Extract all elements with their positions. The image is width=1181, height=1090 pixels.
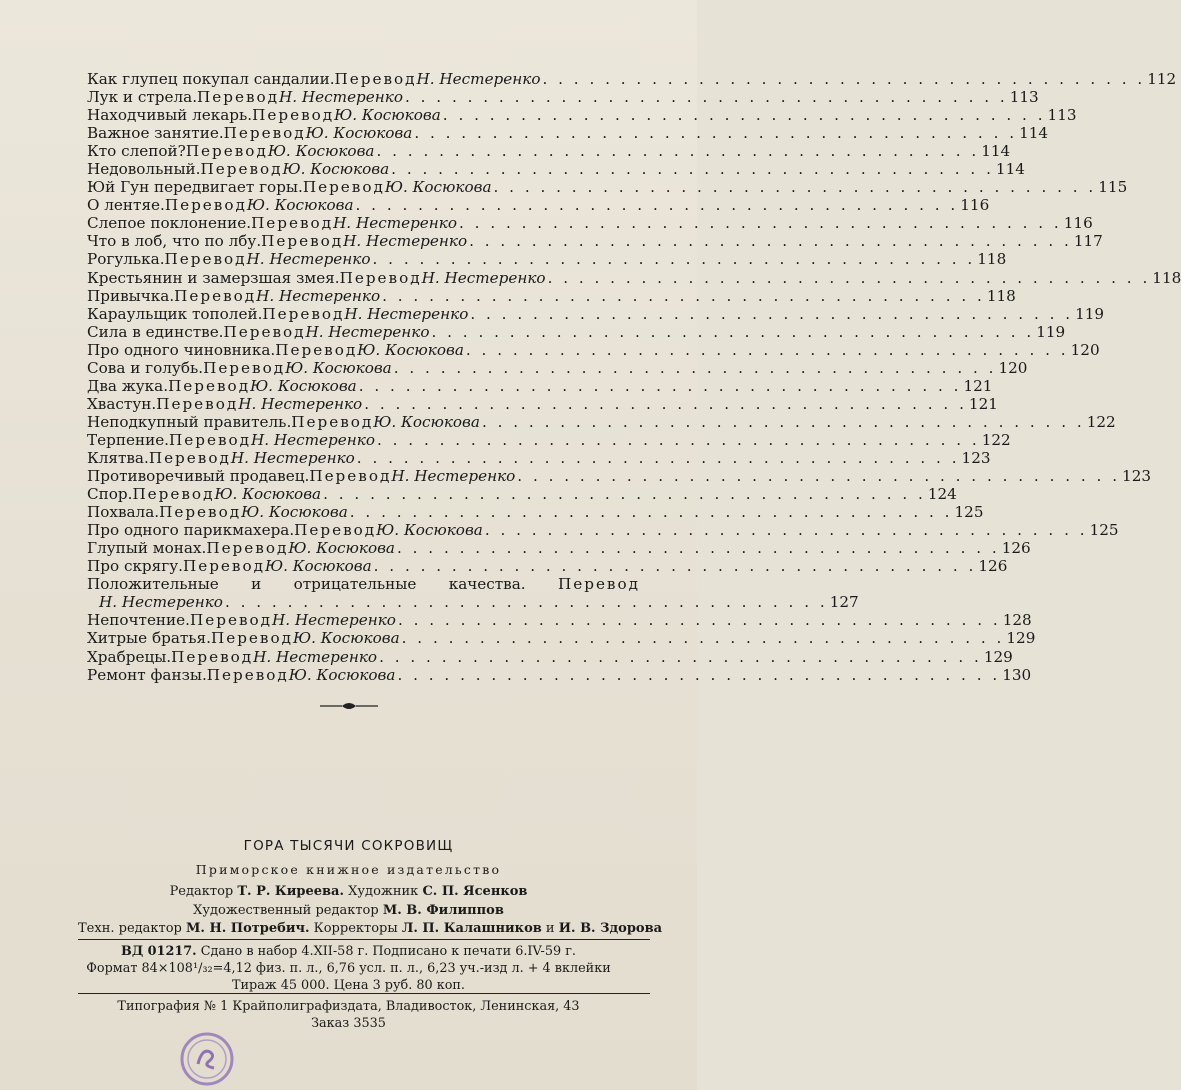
toc-entry	[87, 412, 1116, 431]
art-editor-name: М. В. Филиппов	[382, 902, 504, 918]
toc-entry-title: Про одного парикмахера.	[87, 521, 295, 540]
order-line: Заказ 3535	[311, 1016, 386, 1031]
toc-leader-dots: . . . . . . . . . . . . . . . . . . . . . . . . . . . . . . . . . . . . . . .	[542, 70, 1146, 88]
toc-leader-dots: . . . . . . . . . . . . . . . . . . . . . . . . . . . . . . . . . . . . . . .	[391, 160, 994, 179]
toc-translated-by: Перевод	[174, 286, 257, 305]
toc-entry-title: Недовольный.	[87, 160, 201, 179]
credits-row-art-editor	[0, 902, 697, 921]
toc-translated-by: Перевод	[197, 88, 280, 107]
toc-page-number: 115	[1098, 178, 1128, 197]
toc-leader-dots: . . . . . . . . . . . . . . . . . . . . . . . . . . . . . . . . . . . . . . .	[356, 448, 960, 467]
toc-entry	[87, 286, 1016, 305]
toc-entry-title: Два жука.	[87, 376, 169, 395]
toc-entry	[87, 467, 1152, 486]
toc-entry	[87, 178, 1128, 197]
toc-entry	[87, 160, 1025, 179]
toc-entry-title: Похвала.	[87, 503, 160, 522]
toc-entry-title: Неподкупный правитель.	[87, 412, 292, 431]
toc-translated-by: Перевод	[185, 142, 268, 161]
toc-translated-by: Перевод	[169, 430, 252, 449]
toc-translated-by: Перевод	[148, 448, 231, 467]
rule-divider-top	[78, 939, 650, 940]
toc-entry	[87, 214, 1093, 233]
toc-translator: Н. Нестеренко	[238, 394, 363, 413]
toc-leader-dots: . . . . . . . . . . . . . . . . . . . . . . . . . . . . . . . . . . . . . . .	[405, 88, 1008, 107]
toc-page-number: 122	[981, 430, 1011, 449]
toc-page-number: 120	[1070, 340, 1100, 359]
print-house-line: Типография № 1 Крайполиграфиздата, Владивосток, Ленинская, 43	[117, 999, 580, 1014]
toc-entry-title: Кто слепой?	[87, 142, 186, 161]
toc-translator: Н. Нестеренко	[305, 322, 430, 341]
toc-translator: Н. Нестеренко	[251, 430, 375, 449]
toc-multiline-word: Положительные	[87, 575, 219, 594]
toc-entry	[87, 70, 1177, 88]
toc-translated-by: Перевод	[156, 394, 239, 413]
toc-translated-by: Перевод	[159, 503, 242, 522]
toc-leader-dots: . . . . . . . . . . . . . . . . . . . . . . . . . . . . . . . . . . . . . . .	[224, 593, 828, 612]
toc-entry-title: Слепое поклонение.	[87, 214, 252, 233]
toc-translator: Ю. Косюкова	[285, 358, 392, 377]
book-title: ГОРА ТЫСЯЧИ СОКРОВИЩ	[243, 838, 454, 854]
toc-page-number: 123	[1122, 467, 1152, 486]
toc-entry-title: Лук и стрела.	[87, 88, 198, 107]
editor-name: Т. Р. Киреева.	[237, 884, 345, 899]
art-editor-label: Художественный редактор	[193, 902, 379, 918]
toc-entry	[87, 521, 1119, 540]
toc-leader-dots: . . . . . . . . . . . . . . . . . . . . . . . . . . . . . . . . . . . . . . .	[517, 467, 1121, 486]
proofreader-2: И. В. Здорова	[558, 921, 663, 936]
toc-translator: Н. Нестеренко	[421, 268, 546, 287]
toc-entry-multiline	[87, 575, 859, 612]
toc-translated-by: Перевод	[275, 340, 358, 359]
toc-page-number: 121	[968, 394, 998, 413]
toc-page-number: 114	[995, 160, 1025, 179]
imprint-block	[0, 943, 697, 994]
toc-entry-title: Хвастун.	[87, 394, 157, 413]
toc-translator: Н. Нестеренко	[343, 232, 468, 251]
toc-entry-title: Юй Гун передвигает горы.	[87, 178, 303, 197]
imprint-line-2: Формат 84×108¹/₃₂=4,12 физ. п. л., 6,76 усл. п. л., 6,23 уч.-изд л. + 4 вклейки	[86, 961, 611, 976]
toc-entry-title: Что в лоб, что по лбу.	[87, 232, 262, 251]
toc-entry-title: Находчивый лекарь.	[87, 106, 253, 125]
toc-leader-dots: . . . . . . . . . . . . . . . . . . . . . . . . . . . . . . . . . . . . . . .	[358, 376, 962, 395]
toc-leader-dots: . . . . . . . . . . . . . . . . . . . . . . . . . . . . . . . . . . . . . . .	[376, 430, 980, 449]
toc-translated-by: Перевод	[164, 250, 247, 269]
toc-translator: Ю. Косюкова	[384, 178, 492, 197]
toc-entry	[87, 629, 1036, 648]
toc-entry	[87, 557, 1008, 576]
toc-leader-dots: . . . . . . . . . . . . . . . . . . . . . . . . . . . . . . . . . . . . . . .	[465, 340, 1069, 359]
toc-translator: Н. Нестеренко	[272, 611, 396, 630]
toc-multiline-word: качества.	[448, 575, 526, 594]
toc-entry	[87, 611, 1032, 630]
toc-page-number: 118	[986, 286, 1016, 305]
toc-translated-by: Перевод	[302, 178, 385, 197]
imprint-code: ВД 01217.	[121, 944, 197, 959]
toc-multiline-word: Перевод	[557, 575, 640, 594]
toc-page-number: 123	[961, 448, 991, 467]
toc-translated-by: Перевод	[223, 124, 306, 143]
toc-leader-dots: . . . . . . . . . . . . . . . . . . . . . . . . . . . . . . . . . . . . . . .	[373, 557, 977, 576]
toc-leader-dots: . . . . . . . . . . . . . . . . . . . . . . . . . . . . . . . . . . . . . . .	[547, 268, 1151, 287]
toc-entry-title: Хитрые братья.	[87, 629, 211, 648]
toc-translator: Ю. Косюкова	[288, 539, 395, 558]
toc-translator: Н. Нестеренко	[99, 593, 223, 612]
rule-divider-bottom	[78, 993, 650, 994]
proofreader-1: Л. П. Калашников	[401, 921, 542, 936]
toc-multiline-word: отрицательные	[293, 575, 417, 594]
credits-row-tech	[0, 920, 697, 939]
toc-translated-by: Перевод	[206, 665, 289, 684]
toc-entry	[87, 485, 957, 504]
toc-translated-by: Перевод	[168, 376, 251, 395]
toc-translated-by: Перевод	[182, 557, 265, 576]
toc-entry	[87, 304, 1105, 323]
toc-entry-title: Ремонт фанзы.	[87, 665, 207, 684]
print-info-block	[0, 998, 697, 1032]
toc-page-number: 112	[1147, 70, 1177, 88]
credits-row-editor	[0, 883, 697, 902]
toc-entry-title: Рогулька.	[87, 250, 165, 269]
toc-translator: Ю. Косюкова	[373, 412, 480, 431]
toc-entry-title: О лентяе.	[87, 196, 165, 215]
toc-translated-by: Перевод	[261, 232, 344, 251]
imprint-line-3: Тираж 45 000. Цена 3 руб. 80 коп.	[231, 978, 466, 993]
toc-multiline-second	[87, 593, 859, 612]
toc-page-number: 116	[960, 196, 990, 215]
toc-entry-title: Храбрецы.	[87, 647, 172, 666]
toc-translated-by: Перевод	[164, 196, 247, 215]
toc-translated-by: Перевод	[339, 268, 422, 287]
toc-entry-title: Привычка.	[87, 286, 175, 305]
toc-translator: Ю. Косюкова	[288, 665, 396, 684]
toc-leader-dots: . . . . . . . . . . . . . . . . . . . . . . . . . . . . . . . . . . . . . . .	[364, 394, 967, 413]
proofreaders-label: Корректоры	[313, 921, 398, 936]
toc-entry	[87, 539, 1031, 558]
library-stamp-icon	[178, 1030, 236, 1088]
toc-leader-dots: . . . . . . . . . . . . . . . . . . . . . . . . . . . . . . . . . . . . . . .	[470, 304, 1074, 323]
toc-multiline-first	[87, 575, 640, 593]
toc-entry-title: Караульщик тополей.	[87, 304, 263, 323]
toc-page-number: 114	[981, 142, 1011, 161]
toc-entry	[87, 124, 1049, 143]
credits-block	[0, 883, 697, 939]
toc-page-number: 129	[1006, 629, 1036, 648]
toc-leader-dots: . . . . . . . . . . . . . . . . . . . . . . . . . . . . . . . . . . . . . . .	[349, 503, 953, 522]
toc-entry-title: Терпение.	[87, 430, 170, 449]
toc-leader-dots: . . . . . . . . . . . . . . . . . . . . . . . . . . . . . . . . . . . . . . .	[372, 250, 976, 269]
toc-translator: Ю. Косюкова	[241, 503, 348, 522]
toc-translator: Н. Нестеренко	[246, 250, 371, 269]
toc-translated-by: Перевод	[251, 214, 334, 233]
toc-translated-by: Перевод	[223, 322, 306, 341]
toc-entry	[87, 268, 1181, 287]
toc-entry-title: Глупый монах.	[87, 539, 207, 558]
toc-translated-by: Перевод	[309, 467, 392, 486]
toc-translator: Ю. Косюкова	[267, 142, 375, 161]
toc-page-number: 118	[977, 250, 1007, 269]
toc-leader-dots: . . . . . . . . . . . . . . . . . . . . . . . . . . . . . . . . . . . . . . .	[397, 611, 1001, 630]
toc-entry	[87, 322, 1066, 341]
tech-editor-label: Техн. редактор	[78, 921, 182, 936]
toc-page-number: 117	[1073, 232, 1103, 251]
editor-label: Редактор	[169, 884, 234, 899]
toc-translator: Н. Нестеренко	[256, 286, 381, 305]
toc-entry	[87, 232, 1103, 251]
toc-leader-dots: . . . . . . . . . . . . . . . . . . . . . . . . . . . . . . . . . . . . . . .	[414, 124, 1018, 143]
toc-page-number: 129	[983, 647, 1013, 666]
toc-translator: Ю. Косюкова	[334, 106, 441, 125]
toc-entry	[87, 665, 1032, 684]
toc-entry	[87, 142, 1011, 161]
toc-page-number: 125	[954, 503, 984, 522]
toc-entry-title: Важное занятие.	[87, 124, 224, 143]
artist-name: С. П. Ясенков	[422, 884, 528, 899]
toc-leader-dots: . . . . . . . . . . . . . . . . . . . . . . . . . . . . . . . . . . . . . . .	[382, 286, 985, 305]
toc-leader-dots: . . . . . . . . . . . . . . . . . . . . . . . . . . . . . . . . . . . . . . .	[397, 539, 1000, 558]
toc-leader-dots: . . . . . . . . . . . . . . . . . . . . . . . . . . . . . . . . . . . . . . .	[323, 485, 926, 504]
toc-page-number: 122	[1086, 412, 1116, 431]
toc-page-number: 118	[1152, 268, 1181, 287]
toc-page-number: 127	[829, 593, 859, 612]
toc-page-number: 126	[1001, 539, 1031, 558]
toc-translated-by: Перевод	[200, 160, 283, 179]
toc-leader-dots: . . . . . . . . . . . . . . . . . . . . . . . . . . . . . . . . . . . . . . .	[481, 412, 1085, 431]
toc-entry	[87, 376, 993, 395]
toc-translated-by: Перевод	[203, 358, 286, 377]
toc-leader-dots: . . . . . . . . . . . . . . . . . . . . . . . . . . . . . . . . . . . . . . .	[397, 665, 1001, 684]
ornament-divider	[318, 700, 380, 712]
toc-translator: Ю. Косюкова	[305, 124, 413, 143]
toc-leader-dots: . . . . . . . . . . . . . . . . . . . . . . . . . . . . . . . . . . . . . . .	[355, 196, 959, 215]
toc-entry	[87, 196, 990, 215]
toc-translator: Н. Нестеренко	[344, 304, 469, 323]
toc-page-number: 114	[1019, 124, 1049, 143]
toc-translator: Ю. Косюкова	[250, 376, 357, 395]
toc-translated-by: Перевод	[262, 304, 345, 323]
toc-multiline-word: и	[251, 575, 262, 594]
toc-entry	[87, 448, 991, 467]
toc-translated-by: Перевод	[210, 629, 293, 648]
toc-entry-title: Непочтение.	[87, 611, 190, 630]
toc-entry-title: Сова и голубь.	[87, 358, 204, 377]
toc-entry	[87, 503, 984, 522]
toc-entry	[87, 88, 1039, 107]
imprint-dates: Сдано в набор 4.XII-58 г. Подписано к печати 6.IV-59 г.	[200, 944, 576, 959]
toc-translator: Н. Нестеренко	[416, 70, 541, 88]
toc-entry	[87, 358, 1028, 377]
toc-translated-by: Перевод	[291, 412, 374, 431]
toc-page-number: 128	[1002, 611, 1032, 630]
toc-entry-title: Спор.	[87, 485, 133, 504]
toc-translator: Ю. Косюкова	[282, 160, 390, 179]
table-of-contents	[87, 70, 1181, 684]
toc-translator: Ю. Косюкова	[357, 340, 464, 359]
toc-translator: Н. Нестеренко	[333, 214, 458, 233]
toc-page-number: 119	[1036, 322, 1066, 341]
toc-translator: Н. Нестеренко	[253, 647, 378, 666]
toc-translated-by: Перевод	[334, 70, 417, 88]
toc-translated-by: Перевод	[190, 611, 272, 630]
toc-entry	[87, 430, 1011, 449]
toc-leader-dots: . . . . . . . . . . . . . . . . . . . . . . . . . . . . . . . . . . . . . . .	[484, 521, 1088, 540]
toc-translator: Ю. Косюкова	[214, 485, 322, 504]
toc-page-number: 113	[1047, 106, 1077, 125]
toc-leader-dots: . . . . . . . . . . . . . . . . . . . . . . . . . . . . . . . . . . . . . . .	[459, 214, 1062, 233]
toc-page-number: 121	[963, 376, 993, 395]
toc-entry-title: Как глупец покупал сандалии.	[87, 70, 335, 88]
toc-page-number: 116	[1063, 214, 1093, 233]
toc-page-number: 124	[927, 485, 957, 504]
toc-translated-by: Перевод	[171, 647, 254, 666]
toc-entry	[87, 106, 1077, 125]
toc-translated-by: Перевод	[294, 521, 377, 540]
toc-translator: Ю. Косюкова	[246, 196, 354, 215]
toc-translator: Н. Нестеренко	[279, 88, 403, 107]
toc-page-number: 113	[1009, 88, 1039, 107]
toc-entry	[87, 340, 1100, 359]
tech-editor-name: М. Н. Потребич.	[186, 921, 310, 936]
toc-translator: Ю. Косюкова	[292, 629, 400, 648]
toc-leader-dots: . . . . . . . . . . . . . . . . . . . . . . . . . . . . . . . . . . . . . . .	[431, 322, 1035, 341]
toc-entry-title: Сила в единстве.	[87, 322, 224, 341]
toc-translator: Ю. Косюкова	[264, 557, 372, 576]
toc-leader-dots: . . . . . . . . . . . . . . . . . . . . . . . . . . . . . . . . . . . . . . .	[493, 178, 1097, 197]
toc-entry-title: Клятва.	[87, 448, 149, 467]
toc-page-number: 130	[1002, 665, 1032, 684]
toc-translated-by: Перевод	[252, 106, 335, 125]
publisher: Приморское книжное издательство	[195, 862, 502, 877]
artist-label: Художник	[348, 884, 419, 899]
toc-translated-by: Перевод	[132, 485, 215, 504]
toc-entry-title: Противоречивый продавец.	[87, 467, 310, 486]
toc-leader-dots: . . . . . . . . . . . . . . . . . . . . . . . . . . . . . . . . . . . . . . .	[469, 232, 1072, 251]
imprint-line-1	[0, 943, 697, 960]
toc-page-number: 126	[978, 557, 1008, 576]
toc-entry-title: Крестьянин и замерзшая змея.	[87, 268, 340, 287]
toc-leader-dots: . . . . . . . . . . . . . . . . . . . . . . . . . . . . . . . . . . . . . . .	[393, 358, 997, 377]
toc-leader-dots: . . . . . . . . . . . . . . . . . . . . . . . . . . . . . . . . . . . . . . .	[376, 142, 980, 161]
toc-entry	[87, 250, 1007, 269]
toc-entry	[87, 394, 998, 413]
toc-leader-dots: . . . . . . . . . . . . . . . . . . . . . . . . . . . . . . . . . . . . . . .	[442, 106, 1046, 125]
toc-page-number: 120	[998, 358, 1028, 377]
toc-translated-by: Перевод	[206, 539, 289, 558]
toc-translator: Н. Нестеренко	[391, 467, 516, 486]
toc-translator: Ю. Косюкова	[376, 521, 483, 540]
toc-entry-title: Про скрягу.	[87, 557, 183, 576]
toc-page-number: 119	[1075, 304, 1105, 323]
toc-entry	[87, 647, 1013, 666]
toc-translator: Н. Нестеренко	[230, 448, 355, 467]
and-word: и	[545, 921, 555, 936]
toc-leader-dots: . . . . . . . . . . . . . . . . . . . . . . . . . . . . . . . . . . . . . . .	[379, 647, 982, 666]
toc-page-number: 125	[1089, 521, 1119, 540]
toc-entry-title: Про одного чиновника.	[87, 340, 276, 359]
toc-leader-dots: . . . . . . . . . . . . . . . . . . . . . . . . . . . . . . . . . . . . . . .	[401, 629, 1005, 648]
